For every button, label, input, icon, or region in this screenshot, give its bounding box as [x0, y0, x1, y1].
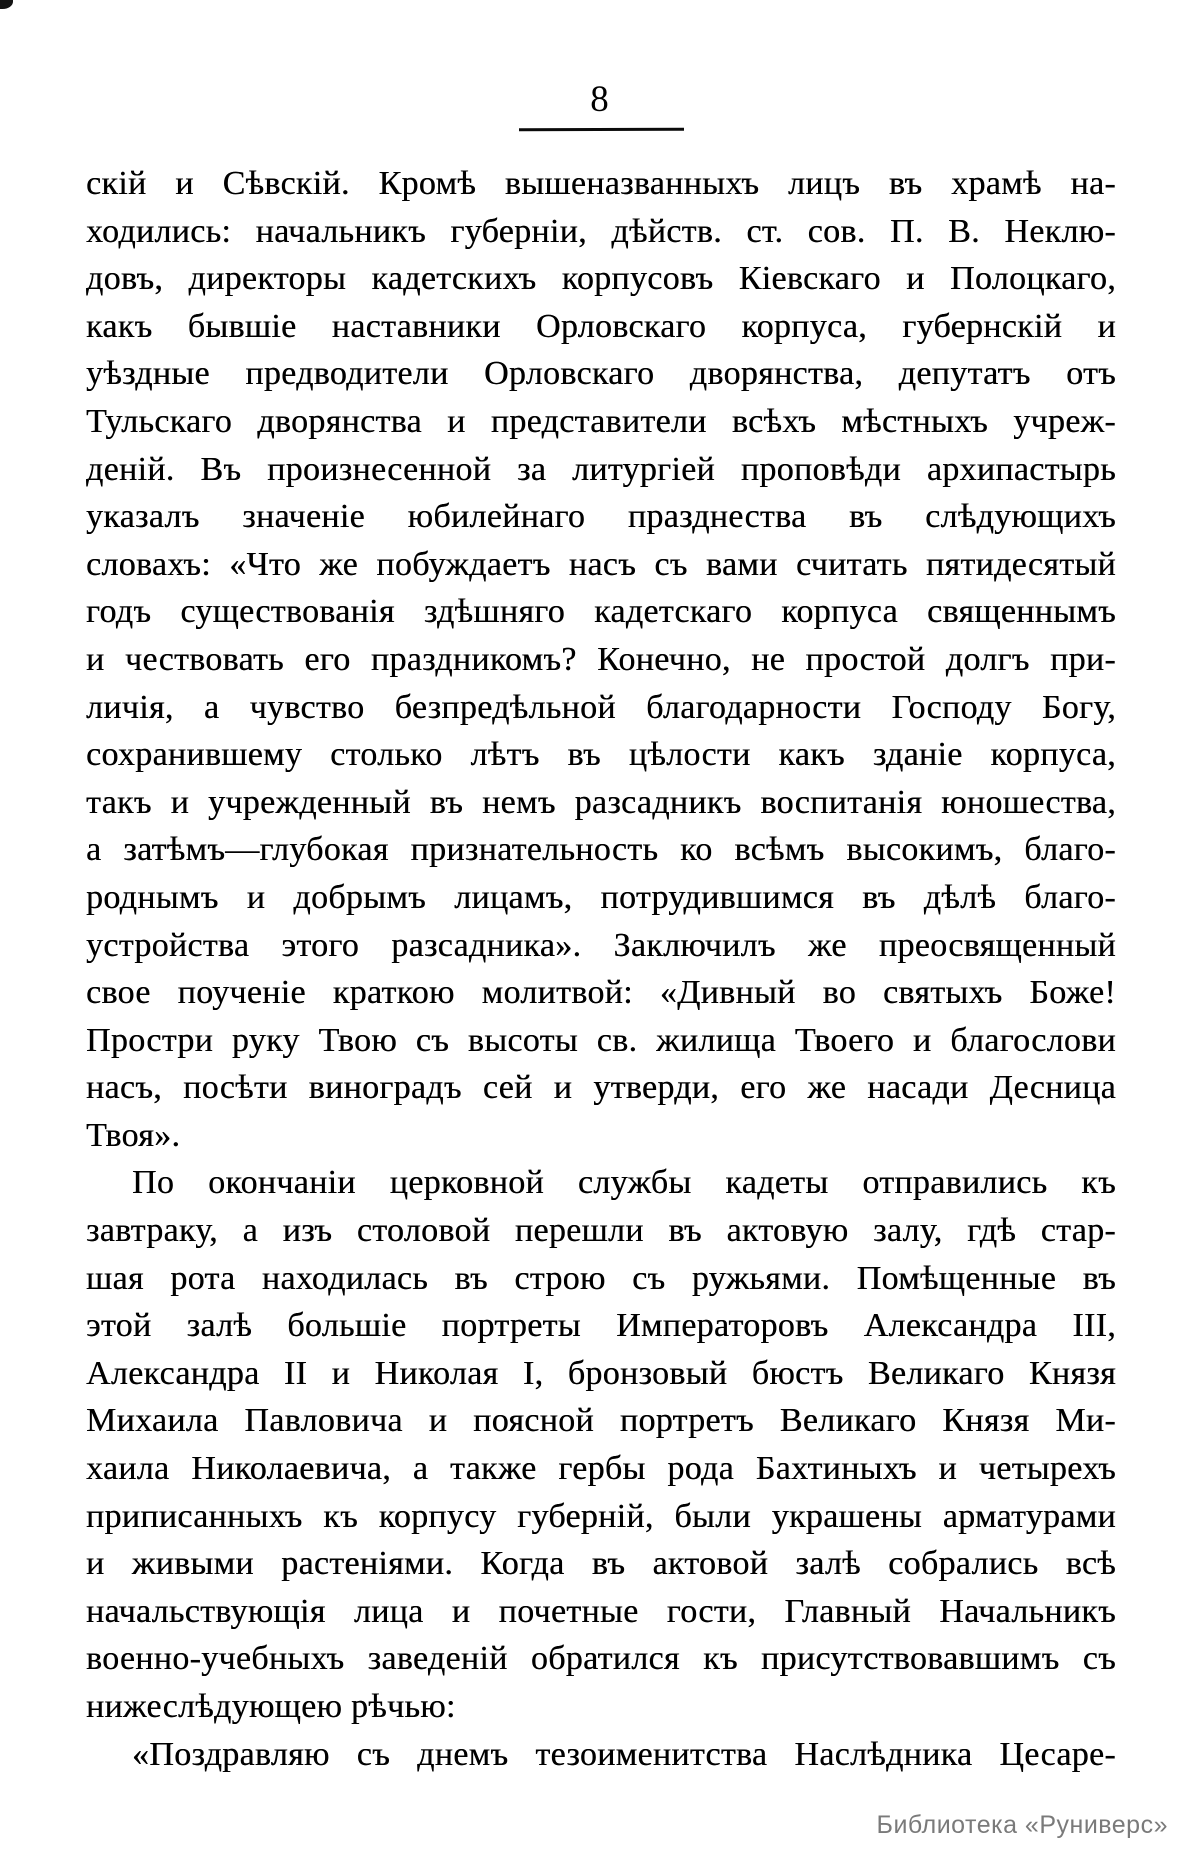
text-line: какъ бывшіе наставники Орловскаго корпуса, губернскій и: [86, 307, 1116, 345]
text-line: годъ существованія здѣшняго кадетскаго корпуса священнымъ: [86, 593, 1116, 631]
text-line: приписанныхъ къ корпусу губерній, были украшены арматурами: [86, 1497, 1116, 1535]
text-line: личія, а чувство безпредѣльной благодарности Господу Богу,: [86, 688, 1116, 726]
text-line: ходились: начальникъ губерніи, дѣйств. ст. сов. П. В. Неклю-: [86, 212, 1116, 250]
scan-artifact-speck: [0, 0, 13, 9]
text-line: нижеслѣдующею рѣчью:: [86, 1688, 456, 1725]
text-line: Тульскаго дворянства и представители всѣхъ мѣстныхъ учреж-: [86, 402, 1116, 440]
text-line: и живыми растеніями. Когда въ актовой залѣ собрались всѣ: [86, 1545, 1116, 1583]
text-line: шая рота находилась въ строю съ ружьями. Помѣщенные въ: [86, 1259, 1116, 1297]
page-number-rule: [519, 128, 684, 132]
text-line: начальствующія лица и почетные гости, Главный Начальникъ: [86, 1592, 1116, 1630]
text-line: а затѣмъ—глубокая признательность ко всѣмъ высокимъ, благо-: [86, 831, 1116, 869]
text-line: военно-учебныхъ заведеній обратился къ присутствовавшимъ съ: [86, 1640, 1116, 1678]
text-line: свое поученіе краткою молитвой: «Дивный во святыхъ Боже!: [86, 974, 1116, 1012]
text-line: насъ, посѣти виноградъ сей и утверди, его же насади Десница: [86, 1069, 1116, 1107]
library-watermark: Библиотека «Руниверс»: [876, 1811, 1168, 1839]
text-line: уѣздные предводители Орловскаго дворянства, депутатъ отъ: [86, 355, 1116, 393]
text-line: «Поздравляю съ днемъ тезоименитства Наслѣдника Цесаре-: [132, 1735, 1116, 1773]
text-line: деній. Въ произнесенной за литургіей проповѣди архипастырь: [86, 450, 1116, 488]
body-text-block: [86, 160, 1116, 1778]
text-line: скій и Сѣвскій. Кромѣ вышеназванныхъ лицъ въ храмѣ на-: [86, 165, 1116, 202]
text-line: роднымъ и добрымъ лицамъ, потрудившимся въ дѣлѣ благо-: [86, 878, 1116, 916]
text-line: устройства этого разсадника». Заключилъ же преосвященный: [86, 926, 1116, 964]
text-line: такъ и учрежденный въ немъ разсадникъ воспитанія юношества,: [86, 783, 1116, 821]
text-line: Твоя».: [86, 1116, 181, 1154]
text-line: словахъ: «Что же побуждаетъ насъ съ вами считать пятидесятый: [86, 545, 1116, 583]
text-line: Простри руку Твою съ высоты св. жилища Твоего и благослови: [86, 1021, 1116, 1059]
text-line: и чествовать его праздникомъ? Конечно, не простой долгъ при-: [86, 640, 1116, 678]
text-line: сохранившему столько лѣтъ въ цѣлости какъ зданіе корпуса,: [86, 736, 1116, 774]
text-line: По окончаніи церковной службы кадеты отправились къ: [132, 1164, 1116, 1202]
text-line: указалъ значеніе юбилейнаго празднества въ слѣдующихъ: [86, 498, 1116, 536]
text-line: этой залѣ большіе портреты Императоровъ Александра III,: [86, 1307, 1116, 1345]
page-number: 8: [590, 79, 610, 120]
text-line: Александра II и Николая I, бронзовый бюстъ Великаго Князя: [86, 1354, 1116, 1392]
text-line: Михаила Павловича и поясной портретъ Великаго Князя Ми-: [86, 1402, 1116, 1440]
text-line: завтраку, а изъ столовой перешли въ актовую залу, гдѣ стар-: [86, 1212, 1116, 1250]
text-line: хаила Николаевича, а также гербы рода Бахтиныхъ и четырехъ: [86, 1450, 1116, 1488]
text-line: довъ, директоры кадетскихъ корпусовъ Кіевскаго и Полоцкаго,: [86, 260, 1116, 298]
